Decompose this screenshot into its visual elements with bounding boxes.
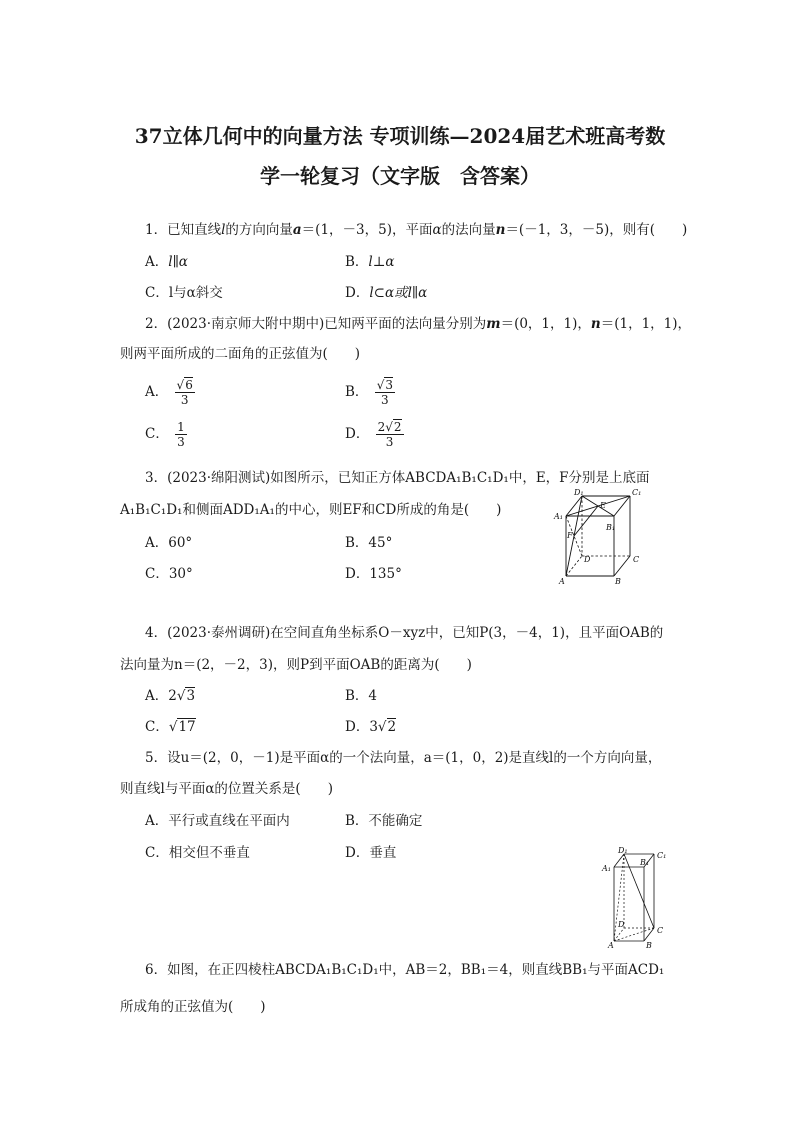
numerator: 1	[177, 420, 185, 434]
label-a1: A₁	[602, 864, 611, 873]
label-c1: C₁	[632, 488, 642, 497]
option-text: l∥α	[168, 254, 188, 270]
label-b1: B₁	[640, 858, 650, 867]
label-d: D	[584, 555, 591, 564]
segment-d1c	[624, 854, 654, 928]
radicand: 3	[186, 688, 196, 704]
q1-option-b	[345, 252, 395, 272]
q4-stem-line-2: 法向量为n＝(2，－2，3)，则P到平面OAB的距离为( )	[120, 657, 472, 673]
radicand: 2	[393, 420, 402, 434]
label-d1: D₁	[618, 846, 628, 855]
q4-option-a: A．2√3	[145, 688, 196, 704]
cube-figure	[550, 486, 660, 588]
label-d: D	[618, 920, 625, 929]
label-b1: B₁	[606, 523, 616, 532]
label-c: C	[657, 926, 664, 935]
q1-var-a: a	[292, 222, 302, 238]
option-letter: B．	[345, 384, 369, 400]
option-letter: D．	[345, 426, 370, 442]
q6-stem-line-2: 所成角的正弦值为( )	[120, 999, 266, 1015]
segment-ac	[614, 928, 654, 941]
q3-option-b: B．45°	[345, 535, 393, 551]
edge-a1d1	[614, 854, 624, 867]
q1-option-d	[345, 283, 427, 303]
label-a1: A₁	[554, 512, 563, 521]
q4-option-d: D．3√2	[345, 719, 397, 735]
option-letter: B．	[345, 254, 369, 270]
label-b: B	[646, 941, 652, 950]
fraction	[175, 420, 187, 449]
q2-text-3: ＝(1，1，1)，	[600, 316, 692, 332]
q5-option-d: D．垂直	[345, 845, 397, 861]
option-letter: D．	[345, 285, 370, 301]
q1-var-l: l	[221, 222, 226, 238]
q5-stem-line-2: 则直线l与平面α的位置关系是( )	[120, 781, 333, 797]
title-line-1: 37立体几何中的向量方法 专项训练—2024届艺术班高考数	[134, 124, 666, 148]
option-letter: C．	[145, 719, 169, 735]
q2-option-c	[145, 420, 187, 449]
q2-text-2: ＝(0，1，1)，	[500, 316, 591, 332]
label-e: E	[600, 501, 606, 510]
q2-stem-line-2: 则两平面所成的二面角的正弦值为( )	[120, 346, 361, 362]
q1-option-c	[145, 283, 223, 303]
q3-stem-line-1: 3．(2023·绵阳测试)如图所示，已知正方体ABCDA₁B₁C₁D₁中，E，F分别是上底面	[145, 470, 650, 486]
fraction	[375, 378, 395, 407]
option-text: l⊂α或l∥α	[369, 285, 428, 301]
radicand: 2	[387, 719, 397, 735]
radicand: 3	[385, 378, 394, 392]
denominator: 3	[180, 393, 189, 407]
label-c: C	[633, 555, 640, 564]
label-a: A	[608, 941, 614, 950]
q6-stem-line-1: 6．如图，在正四棱柱ABCDA₁B₁C₁D₁中，AB＝2，BB₁＝4，则直线BB₁与平面ACD₁	[145, 962, 665, 978]
q5-option-c: C．相交但不垂直	[145, 845, 250, 861]
coefficient: 3	[369, 719, 378, 735]
option-letter: C．	[145, 285, 169, 301]
q1-stem	[145, 220, 687, 240]
q4-option-b: B．4	[345, 688, 378, 704]
q2-var-m: m	[486, 316, 501, 332]
q1-text-4: 的法向量	[441, 222, 496, 238]
q1-var-alpha: α	[432, 222, 442, 238]
q5-stem-line-1: 5．设u＝(2，0，－1)是平面α的一个法向量，a＝(1，0，2)是直线l的一个方向向量，	[145, 750, 662, 766]
q5-option-b: B．不能确定	[345, 813, 423, 829]
radicand: 6	[185, 378, 193, 392]
radicand: 17	[178, 719, 196, 735]
q1-text-2: 的方向向量	[225, 222, 293, 238]
fraction	[376, 420, 404, 449]
q1-option-a	[145, 252, 188, 272]
edge-bc	[614, 556, 630, 576]
prism-figure	[600, 845, 680, 951]
q2-stem-line-1	[145, 314, 691, 334]
denominator: 3	[385, 435, 394, 449]
q1-text-1: 1．已知直线	[145, 222, 222, 238]
coefficient: 2	[377, 420, 386, 434]
option-letter: A．	[145, 688, 169, 704]
q3-option-d: D．135°	[345, 566, 402, 582]
edge-b1c1	[614, 496, 630, 516]
numerator: √6	[176, 378, 193, 392]
q2-var-n: n	[590, 316, 601, 332]
label-b: B	[615, 577, 621, 586]
option-letter: A．	[145, 254, 169, 270]
denominator: 3	[381, 393, 389, 407]
option-letter: D．	[345, 719, 370, 735]
option-letter: C．	[145, 426, 169, 442]
title-line-2: 学一轮复习（文字版 含答案）	[260, 164, 540, 188]
q2-option-b	[345, 378, 395, 407]
option-letter: A．	[145, 384, 169, 400]
q3-option-a: A．60°	[145, 535, 193, 551]
coefficient: 2	[168, 688, 177, 704]
label-f: F	[567, 531, 573, 540]
q2-option-d	[345, 420, 404, 449]
q4-option-c: C．√17	[145, 719, 196, 735]
q5-option-a: A．平行或直线在平面内	[145, 813, 290, 829]
label-d1: D₁	[574, 488, 584, 497]
q1-text-5: ＝(－1，3，－5)，则有( )	[505, 222, 688, 238]
q3-stem-line-2: A₁B₁C₁D₁和侧面ADD₁A₁的中心，则EF和CD所成的角是( )	[120, 502, 502, 518]
label-a: A	[559, 577, 565, 586]
option-text: l与α斜交	[168, 285, 223, 301]
q3-option-c: C．30°	[145, 566, 193, 582]
segment-ef	[574, 506, 598, 536]
q4-stem-line-1: 4．(2023·泰州调研)在空间直角坐标系O－xyz中，已知P(3，－4，1)，且平面OAB的	[145, 625, 664, 641]
fraction	[175, 378, 195, 407]
option-text: l⊥α	[368, 254, 395, 270]
q1-var-n: n	[495, 222, 506, 238]
numerator: 2√2	[377, 420, 402, 434]
numerator: √3	[376, 378, 394, 392]
label-c1: C₁	[657, 851, 667, 860]
denominator: 3	[177, 435, 185, 449]
q2-text-1: 2．(2023·南京师大附中期中)已知两平面的法向量分别为	[145, 316, 487, 332]
q1-text-3: ＝(1，－3，5)，平面	[301, 222, 433, 238]
q2-option-a	[145, 378, 195, 407]
